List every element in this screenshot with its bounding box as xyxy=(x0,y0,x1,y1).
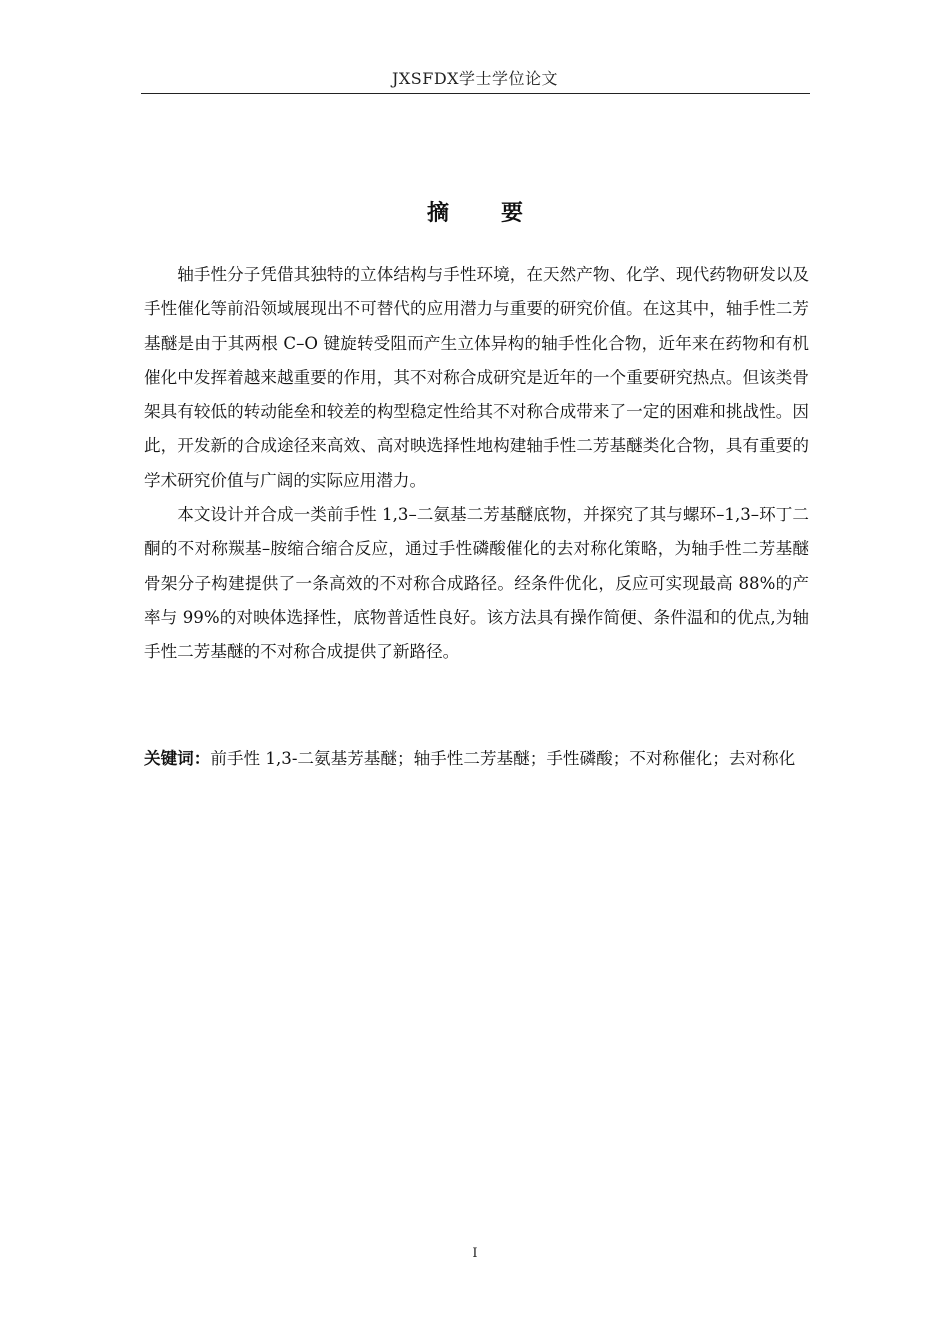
keywords-section xyxy=(144,742,809,776)
abstract-paragraph-1: 轴手性分子凭借其独特的立体结构与手性环境，在天然产物、化学、现代药物研发以及手性催化等前沿领域展现出不可替代的应用潜力与重要的研究价值。在这其中，轴手性二芳基醚是由于其两根 C–O 键旋转受阻而产生立体异构的轴手性化合物，近年来在药物和有机催化中发挥着越来越重要的作用，其不对称合成研究是近年的一个重要研究热点。但该类骨架具有较低的转动能垒和较差的构型稳定性给其不对称合成带来了一定的困难和挑战性。因此，开发新的合成途径来高效、高对映选择性地构建轴手性二芳基醚类化合物，具有重要的学术研究价值与广阔的实际应用潜力。 xyxy=(144,265,809,490)
abstract-body xyxy=(144,258,809,670)
page-number: I xyxy=(472,1246,478,1261)
keywords-text: 前手性 1,3-二氨基芳基醚；轴手性二芳基醚；手性磷酸；不对称催化；去对称化 xyxy=(210,749,796,768)
header-divider xyxy=(141,93,810,94)
running-header: JXSFDX学士学位论文 xyxy=(391,69,559,88)
keywords-label: 关键词： xyxy=(144,749,211,768)
abstract-title-char-2: 要 xyxy=(501,201,524,226)
abstract-title-char-1: 摘 xyxy=(426,201,449,226)
abstract-paragraph-2: 本文设计并合成一类前手性 1,3–二氨基二芳基醚底物，并探究了其与螺环–1,3–环丁二酮的不对称羰基–胺缩合缩合反应，通过手性磷酸催化的去对称化策略，为轴手性二芳基醚骨架分子构建提供了一条高效的不对称合成路径。经条件优化，反应可实现最高 88%的产率与 99%的对映体选择性，底物普适性良好。该方法具有操作简便、条件温和的优点,为轴手性二芳基醚的不对称合成提供了新路径。 xyxy=(144,505,809,662)
abstract-title xyxy=(0,196,950,227)
